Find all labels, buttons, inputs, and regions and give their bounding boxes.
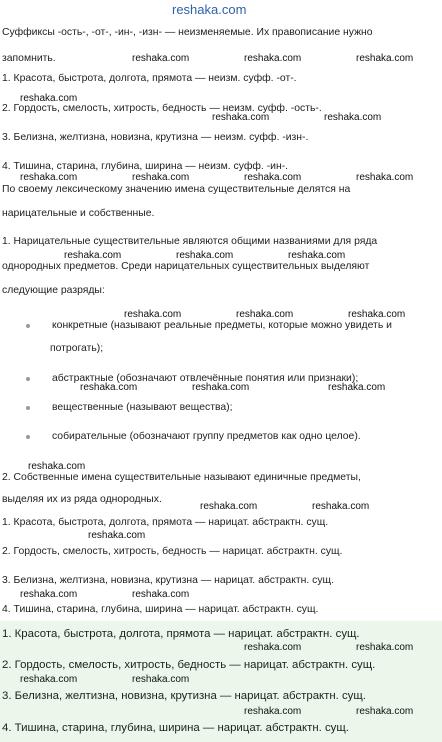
watermark: reshaka.com xyxy=(356,642,414,653)
watermark: reshaka.com xyxy=(20,589,78,600)
text-line: 3. Белизна, желтизна, новизна, крутизна — неизм. суфф. -изн-. xyxy=(2,132,309,143)
watermark: reshaka.com xyxy=(64,250,122,261)
text-line: 2. Гордость, смелость, хитрость, бедность — неизм. суфф. -ость-. xyxy=(2,103,322,114)
watermark: reshaka.com xyxy=(124,309,182,320)
watermark: reshaka.com xyxy=(328,382,386,393)
watermark: reshaka.com xyxy=(324,112,382,123)
highlight-line: 4. Тишина, старина, глубина, ширина — нарицат. абстрактн. сущ. xyxy=(2,722,349,734)
watermark: reshaka.com xyxy=(312,501,370,512)
watermark: reshaka.com xyxy=(192,382,250,393)
watermark: reshaka.com xyxy=(356,172,414,183)
watermark: reshaka.com xyxy=(236,309,294,320)
site-watermark-top: reshaka.com xyxy=(172,2,247,17)
text-line: однородных предметов. Среди нарицательных существительных выделяют xyxy=(2,261,370,272)
text-line: 2. Гордость, смелость, хитрость, бедность — нарицат. абстрактн. сущ. xyxy=(2,546,343,557)
bullet-dot xyxy=(26,435,30,439)
watermark: reshaka.com xyxy=(244,642,302,653)
text-line: 4. Тишина, старина, глубина, ширина — неизм. суфф. -ин-. xyxy=(2,161,289,172)
watermark: reshaka.com xyxy=(20,674,78,685)
watermark: reshaka.com xyxy=(132,589,190,600)
text-line: 2. Собственные имена существительные называют единичные предметы, xyxy=(2,472,361,483)
watermark: reshaka.com xyxy=(80,382,138,393)
text-line: По своему лексическому значению имена существительные делятся на xyxy=(2,184,351,195)
text-line: нарицательные и собственные. xyxy=(2,208,155,219)
watermark: reshaka.com xyxy=(132,53,190,64)
watermark: reshaka.com xyxy=(20,93,78,104)
text-line: 1. Красота, быстрота, долгота, прямота — нарицат. абстрактн. сущ. xyxy=(2,517,329,528)
bullet-text: собирательные (обозначают группу предметов как одно целое). xyxy=(52,431,361,442)
watermark: reshaka.com xyxy=(212,112,270,123)
watermark: reshaka.com xyxy=(244,706,302,717)
watermark: reshaka.com xyxy=(244,172,302,183)
bullet-dot xyxy=(26,406,30,410)
text-line: запомнить. xyxy=(2,53,56,64)
watermark: reshaka.com xyxy=(288,250,346,261)
watermark: reshaka.com xyxy=(200,501,258,512)
bullet-item xyxy=(2,320,440,334)
text-line: Суффиксы -ость-, -от-, -ин-, -изн- — неизменяемые. Их правописание нужно xyxy=(2,27,373,38)
watermark: reshaka.com xyxy=(356,53,414,64)
watermark: reshaka.com xyxy=(132,172,190,183)
bullet-dot xyxy=(26,377,30,381)
watermark: reshaka.com xyxy=(88,530,146,541)
bullet-text: вещественные (называют вещества); xyxy=(52,402,233,413)
text-line: следующие разряды: xyxy=(2,285,105,296)
text-line: 1. Нарицательные существительные являются общими названиями для ряда xyxy=(2,236,378,247)
watermark: reshaka.com xyxy=(348,309,406,320)
text-line: выделяя их из ряда однородных. xyxy=(2,494,162,505)
text-line: 3. Белизна, желтизна, новизна, крутизна — нарицат. абстрактн. сущ. xyxy=(2,575,334,586)
text-line: 4. Тишина, старина, глубина, ширина — нарицат. абстрактн. сущ. xyxy=(2,604,319,615)
watermark: reshaka.com xyxy=(132,674,190,685)
bullet-item xyxy=(2,402,440,416)
bullet-dot xyxy=(26,324,30,328)
watermark: reshaka.com xyxy=(28,461,86,472)
bullet-text: абстрактные (обозначают отвлечённые понятия или признаки); xyxy=(52,373,359,384)
highlight-line: 2. Гордость, смелость, хитрость, бедность — нарицат. абстрактн. сущ. xyxy=(2,659,376,671)
text-line: 1. Красота, быстрота, долгота, прямота — неизм. суфф. -от-. xyxy=(2,73,297,84)
watermark: reshaka.com xyxy=(176,250,234,261)
text-line: потрогать); xyxy=(50,343,104,354)
watermark: reshaka.com xyxy=(244,53,302,64)
bullet-item xyxy=(2,431,440,445)
highlight-line: 1. Красота, быстрота, долгота, прямота — нарицат. абстрактн. сущ. xyxy=(2,628,360,640)
watermark: reshaka.com xyxy=(356,706,414,717)
bullet-text: конкретные (называют реальные предметы, которые можно увидеть и xyxy=(52,320,392,331)
highlight-line: 3. Белизна, желтизна, новизна, крутизна — нарицат. абстрактн. сущ. xyxy=(2,690,366,702)
watermark: reshaka.com xyxy=(20,172,78,183)
